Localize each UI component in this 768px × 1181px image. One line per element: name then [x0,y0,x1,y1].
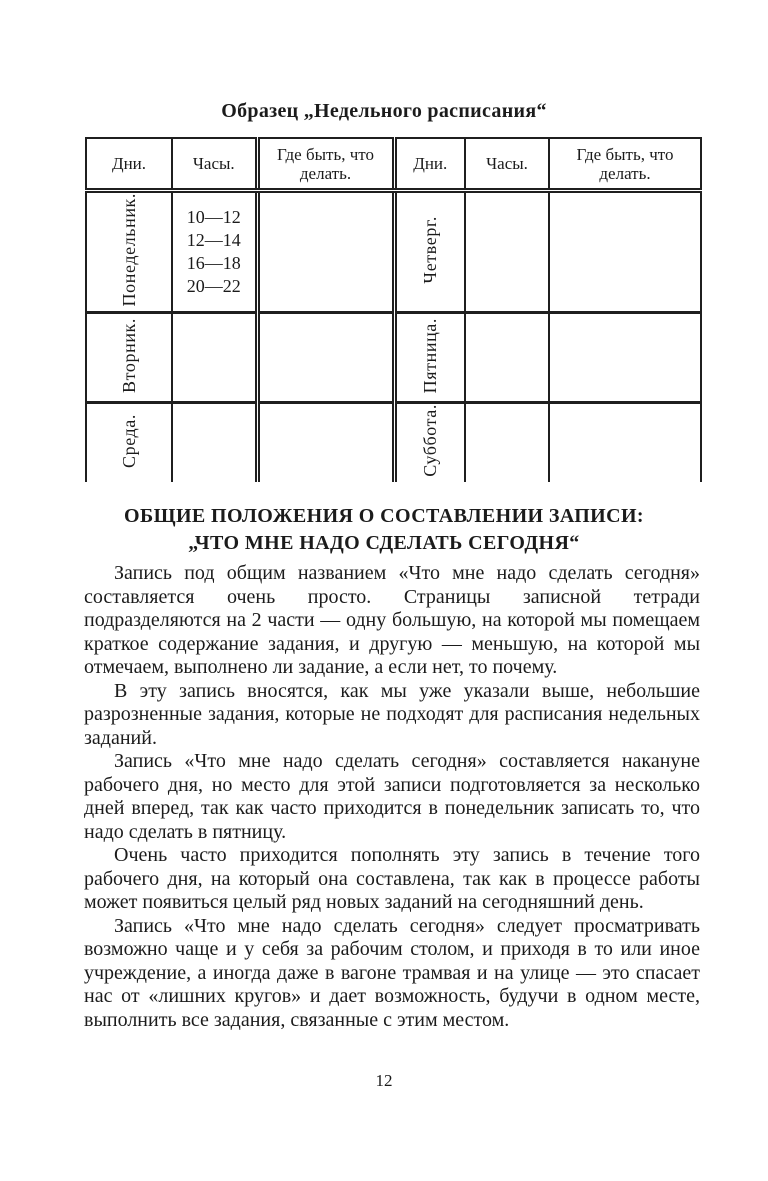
schedule-table-title: Образец „Недельного расписания“ [221,100,547,122]
hours-range: 12—14 [186,230,241,251]
column-header-days-left: Дни. [86,138,172,191]
schedule-header-row [86,138,701,191]
column-header-days-right: Дни. [394,138,465,191]
table-row-wednesday-saturday [86,403,701,482]
hours-cell-tuesday [172,313,257,403]
section-heading [0,503,768,557]
day-cell-monday [86,191,172,313]
where-cell-monday [257,191,394,313]
column-header-where-right: Где быть, что делать. [549,138,701,191]
paragraph: Запись «Что мне надо сделать сегодня» следует просматривать возможно чаще и у себя за рабочим столом, и приходя в то или иное учреждение, а иногда даже в вагоне трамвая и на улице — это спасает нас от «лишних кругов» и дает возможность, будучи в одном месте, выполнить все задания, связанные с этим местом. [84,914,700,1031]
hours-cell-wednesday [172,403,257,482]
column-header-hours-right: Часы. [465,138,549,191]
weekly-schedule-table [85,137,702,482]
day-cell-tuesday [86,313,172,403]
day-label-saturday: Суббота. [419,404,440,478]
column-header-hours-left: Часы. [172,138,257,191]
section-heading-line2: „ЧТО МНЕ НАДО СДЕЛАТЬ СЕГОДНЯ“ [188,532,580,554]
hours-range: 16—18 [186,253,241,274]
table-row-monday-thursday [86,191,701,313]
day-label-thursday: Четверг. [419,215,440,284]
where-cell-friday [549,313,701,403]
day-label-tuesday: Вторник. [118,317,139,393]
page-number: 12 [375,1071,393,1090]
day-cell-wednesday [86,403,172,482]
section-heading-line1: ОБЩИЕ ПОЛОЖЕНИЯ О СОСТАВЛЕНИИ ЗАПИСИ: [124,505,644,527]
day-cell-friday [394,313,465,403]
day-cell-thursday [394,191,465,313]
hours-cell-saturday [465,403,549,482]
day-cell-saturday [394,403,465,482]
paragraph: В эту запись вносятся, как мы уже указали выше, небольшие разрозненные задания, которые не подходят для расписания недельных заданий. [84,679,700,749]
body-text [84,562,700,1032]
table-row-tuesday-friday [86,313,701,403]
day-label-wednesday: Среда. [118,413,139,468]
day-label-monday: Понедельник. [118,193,139,307]
where-cell-thursday [549,191,701,313]
where-cell-saturday [549,403,701,482]
hours-cell-thursday [465,191,549,313]
day-label-friday: Пятница. [419,317,440,394]
where-cell-tuesday [257,313,394,403]
hours-cell-friday [465,313,549,403]
paragraph: Запись «Что мне надо сделать сегодня» составляется накануне рабочего дня, но место для этой записи подготовляется за несколько дней вперед, так как часто приходится в понедельник записать то, что надо сделать в пятницу. [84,750,700,843]
hours-range: 20—22 [186,276,241,297]
column-header-where-left: Где быть, что делать. [257,138,394,191]
hours-cell-monday [172,191,257,313]
paragraph: Очень часто приходится пополнять эту запись в течение того рабочего дня, на который она составлена, так как в процессе работы может появиться целый ряд новых заданий на сегодняшний день. [84,844,700,913]
where-cell-wednesday [257,403,394,482]
hours-range: 10—12 [186,207,241,228]
paragraph: Запись под общим названием «Что мне надо сделать сегодня» составляется очень просто. Страницы записной тетради подразделяются на 2 части — одну большую, на которой мы помещаем краткое содержание задания, и другую — меньшую, на которой мы отмечаем, выполнено ли задание, а если нет, то почему. [84,562,700,678]
